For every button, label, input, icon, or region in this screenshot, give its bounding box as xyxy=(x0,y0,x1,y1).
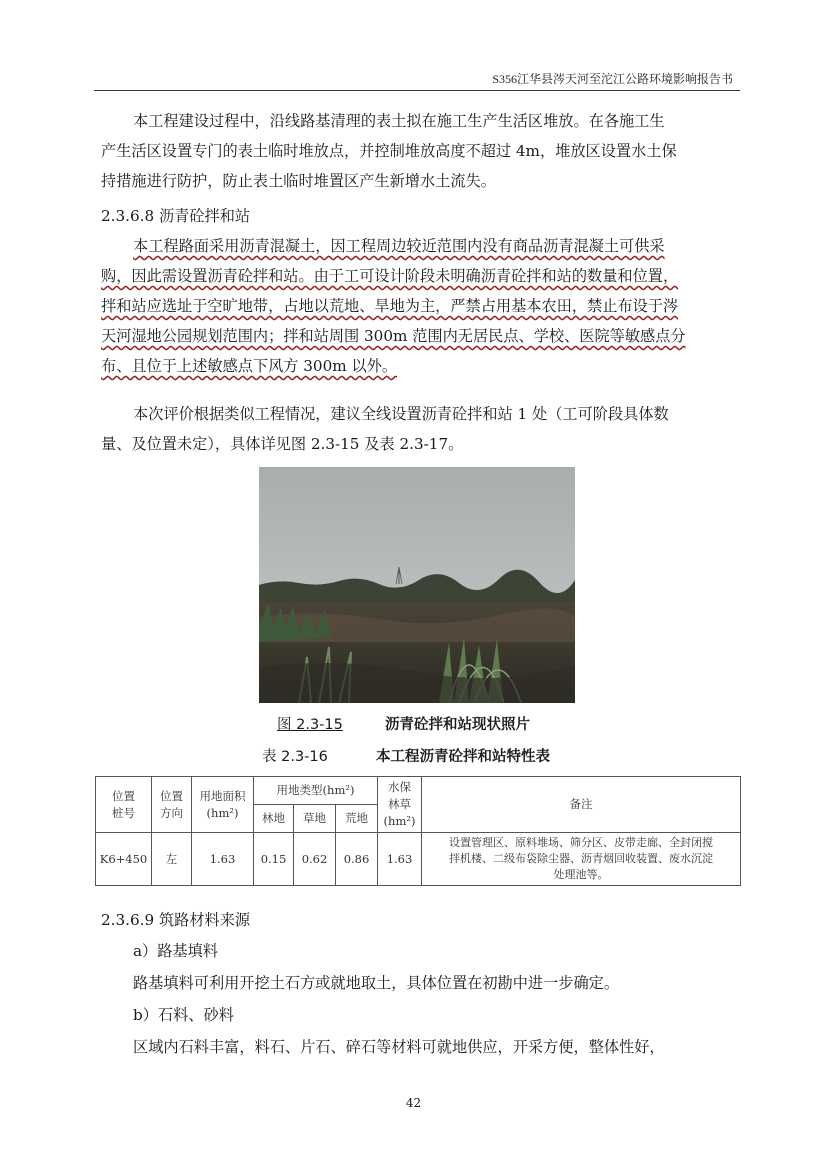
figure-title: 沥青砼拌和站现状照片 xyxy=(385,717,530,733)
header-landuse: 用地类型(hm²) xyxy=(254,777,378,805)
text-line: 量、及位置未定），具体详见图 2.3-15 及表 2.3-17。 xyxy=(101,435,464,453)
cell-wsl: 1.63 xyxy=(378,833,422,886)
text-line: 本工程路面采用沥青混凝土，因工程周边较近范围内没有商品沥青混凝土可供采 xyxy=(133,237,665,255)
subheading-b: b）石料、砂料 xyxy=(133,1006,234,1024)
header-waste: 荒地 xyxy=(336,805,378,833)
paragraph-evaluation xyxy=(101,399,731,459)
text-line: 天河湿地公园规划范围内；拌和站周围 300m 范围内无居民点、学校、医院等敏感点分 xyxy=(101,327,686,345)
cell-grass: 0.62 xyxy=(294,833,336,886)
text-line: 产生活区设置专门的表土临时堆放点，并控制堆放高度不超过 4m，堆放区设置水土保 xyxy=(101,142,677,160)
section-heading-2368: 2.3.6.8 沥青砼拌和站 xyxy=(101,207,251,225)
section-heading-2369: 2.3.6.9 筑路材料来源 xyxy=(101,911,251,929)
header-rule xyxy=(94,90,740,91)
paragraph-fill-material: 路基填料可利用开挖土石方或就地取土，具体位置在初勘中进一步确定。 xyxy=(133,974,619,992)
cell-direction: 左 xyxy=(152,833,192,886)
paragraph-topsoil xyxy=(101,106,731,196)
figure-caption xyxy=(277,713,530,734)
header-direction: 位置 方向 xyxy=(152,777,192,833)
header-remark: 备注 xyxy=(422,777,741,833)
table-caption xyxy=(262,745,550,766)
page-number: 42 xyxy=(405,1096,422,1110)
text-line: 本次评价根据类似工程情况，建议全线设置沥青砼拌和站 1 处（工可阶段具体数 xyxy=(133,405,669,423)
text-line: 持措施进行防护，防止表土临时堆置区产生新增水土流失。 xyxy=(101,172,496,190)
paragraph-stone-material: 区域内石料丰富，料石、片石、碎石等材料可就地供应，开采方便，整体性好， xyxy=(133,1038,665,1056)
header-area: 用地面积 (hm²) xyxy=(192,777,254,833)
table-header-row xyxy=(96,777,741,805)
cell-area: 1.63 xyxy=(192,833,254,886)
text-line: 购，因此需设置沥青砼拌和站。由于工可设计阶段未明确沥青砼拌和站的数量和位置， xyxy=(101,267,679,285)
cell-waste: 0.86 xyxy=(336,833,378,886)
table-title: 本工程沥青砼拌和站特性表 xyxy=(376,749,550,765)
header-grass: 草地 xyxy=(294,805,336,833)
asphalt-plant-table xyxy=(95,776,741,886)
figure-number: 图 2.3-15 xyxy=(277,717,343,733)
cell-remark: 设置管理区、原料堆场、筛分区、皮带走廊、全封闭搅 拌机楼、二级布袋除尘器、沥青烟回收装置、废水沉淀 处理池等。 xyxy=(422,833,741,886)
subheading-a: a）路基填料 xyxy=(133,942,218,960)
header-forest: 林地 xyxy=(254,805,294,833)
header-station: 位置 桩号 xyxy=(96,777,152,833)
running-header: S356江华县涔天河至沱江公路环境影响报告书 xyxy=(492,72,733,86)
paragraph-asphalt-plant xyxy=(101,231,731,381)
text-line: 布、且位于上述敏感点下风方 300m 以外。 xyxy=(101,357,398,375)
text-line: 拌和站应选址于空旷地带，占地以荒地、旱地为主，严禁占用基本农田，禁止布设于涔 xyxy=(101,297,679,315)
text-line: 本工程建设过程中，沿线路基清理的表土拟在施工生产生活区堆放。在各施工生 xyxy=(133,112,665,130)
header-wsl: 水保 林草 (hm²) xyxy=(378,777,422,833)
table-row xyxy=(96,833,741,886)
cell-station: K6+450 xyxy=(96,833,152,886)
asphalt-plant-site-photo xyxy=(259,467,575,703)
cell-forest: 0.15 xyxy=(254,833,294,886)
table-number: 表 2.3-16 xyxy=(262,749,328,765)
